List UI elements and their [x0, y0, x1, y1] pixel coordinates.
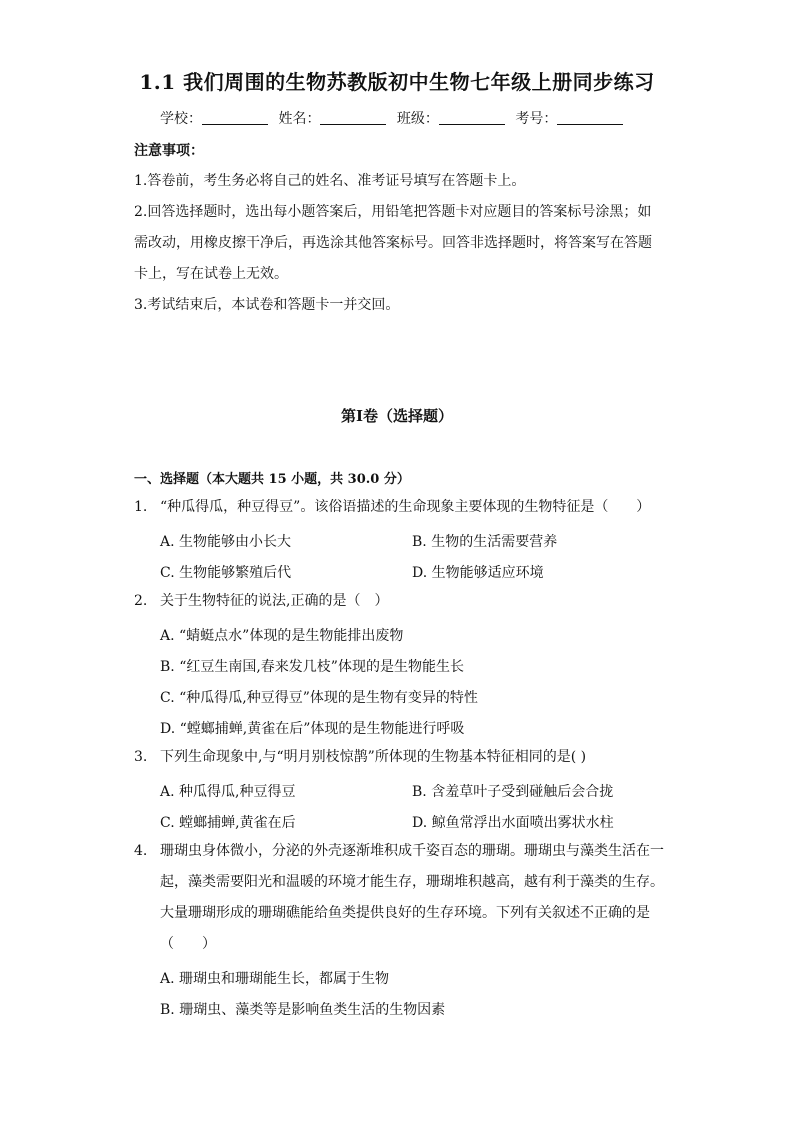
question-stem: 珊瑚虫身体微小，分泌的外壳逐渐堆积成千姿百态的珊瑚。珊瑚虫与藻类生活在一起，藻类需要阳光和温暖的环境才能生存，珊瑚堆积越高，越有利于藻类的生存。大量珊瑚形成的珊瑚礁能给鱼类提供良好的生存环境。下列有关叙述不正确的是（ ）	[160, 843, 664, 952]
exam-number-blank[interactable]	[557, 110, 623, 125]
school-blank[interactable]	[202, 110, 268, 125]
notice-item-1: 1.答卷前，考生务必将自己的姓名、准考证号填写在答题卡上。	[134, 173, 526, 189]
notice-heading: 注意事项：	[134, 143, 204, 159]
school-label: 学校：	[160, 111, 202, 127]
q2-option-d[interactable]: D. “螳螂捕蝉,黄雀在后”体现的是生物能进行呼吸	[160, 721, 465, 737]
section-title: 第I卷（选择题）	[340, 407, 454, 425]
class-blank[interactable]	[439, 110, 505, 125]
q1-option-b[interactable]: B. 生物的生活需要营养	[412, 534, 558, 550]
q2-option-a[interactable]: A. “蜻蜓点水”体现的是生物能排出废物	[160, 628, 404, 644]
q1-option-d[interactable]: D. 生物能够适应环境	[412, 565, 544, 581]
q3-option-a[interactable]: A. 种瓜得瓜,种豆得豆	[160, 784, 296, 800]
question-number: 3.	[134, 749, 148, 765]
part-heading: 一、选择题（本大题共 15 小题，共 30.0 分）	[134, 472, 410, 487]
q2-option-c[interactable]: C. “种瓜得瓜,种豆得豆”体现的是生物有变异的特性	[160, 690, 478, 706]
question-number: 4.	[134, 843, 148, 859]
q3-option-b[interactable]: B. 含羞草叶子受到碰触后会合拢	[412, 784, 614, 800]
q1-option-a[interactable]: A. 生物能够由小长大	[160, 534, 292, 550]
question-number: 1.	[134, 499, 148, 515]
q3-option-d[interactable]: D. 鲸鱼常浮出水面喷出雾状水柱	[412, 815, 614, 831]
student-info-row	[160, 108, 660, 128]
question-stem: 关于生物特征的说法,正确的是（ ）	[160, 593, 389, 609]
name-blank[interactable]	[320, 110, 386, 125]
exam-number-label: 考号：	[515, 111, 558, 127]
question-number: 2.	[134, 593, 148, 609]
question-stem: 下列生命现象中,与“明月别枝惊鹊”所体现的生物基本特征相同的是( )	[160, 749, 587, 765]
q3-option-c[interactable]: C. 螳螂捕蝉,黄雀在后	[160, 815, 296, 831]
page-title: 1.1 我们周围的生物苏教版初中生物七年级上册同步练习	[139, 70, 655, 94]
notice-item-3: 3.考试结束后，本试卷和答题卡一并交回。	[134, 297, 400, 313]
q4-option-a[interactable]: A. 珊瑚虫和珊瑚能生长，都属于生物	[160, 971, 390, 987]
q4-option-b[interactable]: B. 珊瑚虫、藻类等是影响鱼类生活的生物因素	[160, 1002, 446, 1018]
name-label: 姓名：	[278, 111, 321, 127]
q2-option-b[interactable]: B. “红豆生南国,春来发几枝”体现的是生物能生长	[160, 659, 464, 675]
question-stem: “种瓜得瓜，种豆得豆”。该俗语描述的生命现象主要体现的生物特征是（ ）	[160, 499, 651, 515]
q1-option-c[interactable]: C. 生物能够繁殖后代	[160, 565, 292, 581]
class-label: 班级：	[396, 111, 439, 127]
notice-item-2: 2.回答选择题时，选出每小题答案后，用铅笔把答题卡对应题目的答案标号涂黑；如需改动，用橡皮擦干净后，再选涂其他答案标号。回答非选择题时，将答案写在答题卡上，写在试卷上无效。	[134, 204, 652, 282]
